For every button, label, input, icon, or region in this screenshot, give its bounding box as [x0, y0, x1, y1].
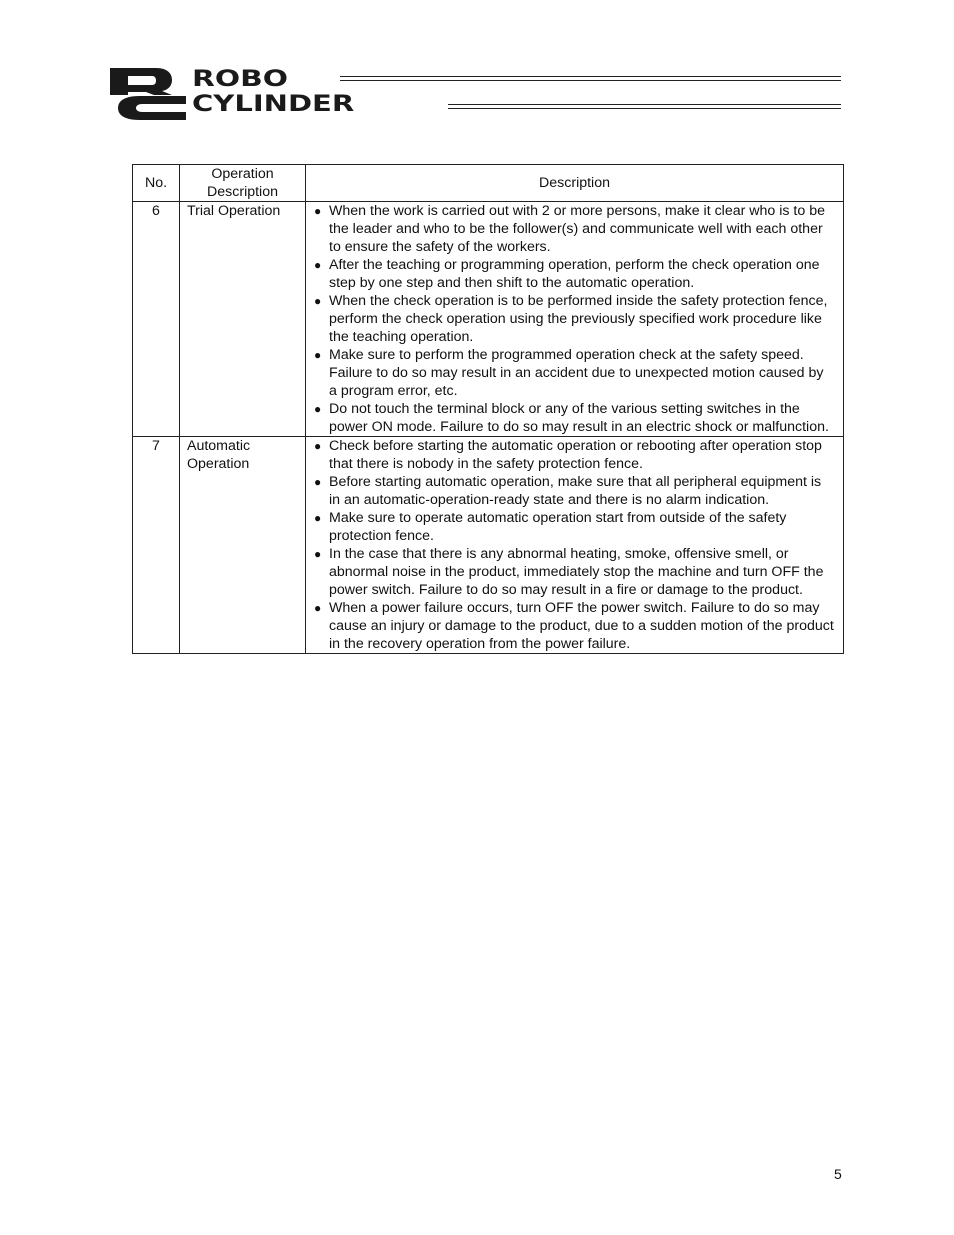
bullet-icon: ●: [314, 402, 322, 416]
brand-line-robo: ROBO: [192, 67, 289, 92]
table-row: [133, 437, 844, 654]
list-item: [314, 509, 835, 545]
list-item: [314, 346, 835, 400]
operation-name: Automatic Operation: [180, 437, 306, 654]
list-item: [314, 400, 835, 436]
rc-logo-mark: [110, 68, 186, 120]
header-rule: [448, 108, 841, 109]
header-rule: [340, 80, 841, 81]
list-item-text: When the work is carried out with 2 or more persons, make it clear who is to be the leader and who to be the follower(s) and communicate well with each other to ensure the safety of the workers.: [329, 203, 825, 255]
list-item-text: When a power failure occurs, turn OFF the power switch. Failure to do so may cause an injury or damage to the product, due to a sudden motion of the product in the recovery operation from the power failure.: [329, 600, 834, 652]
description-cell: [306, 202, 844, 437]
list-item-text: Check before starting the automatic operation or rebooting after operation stop that there is nobody in the safety protection fence.: [329, 438, 822, 472]
list-item-text: When the check operation is to be performed inside the safety protection fence, perform the check operation using the previously specified work procedure like the teaching operation.: [329, 293, 828, 345]
table-header-row: [133, 165, 844, 202]
robo-cylinder-logo: [110, 68, 850, 120]
description-list: [314, 202, 835, 436]
list-item: [314, 256, 835, 292]
bullet-icon: ●: [314, 601, 322, 615]
page-number: 5: [834, 1166, 842, 1182]
bullet-icon: ●: [314, 475, 322, 489]
description-list: [314, 437, 835, 653]
list-item-text: In the case that there is any abnormal heating, smoke, offensive smell, or abnormal noise in the product, immediately stop the machine and turn OFF the power switch. Failure to do so may result in a fire or damage to the product.: [329, 546, 824, 598]
column-header-description: Description: [306, 165, 844, 202]
bullet-icon: ●: [314, 258, 322, 272]
list-item-text: Make sure to perform the programmed operation check at the safety speed. Failure to do so may result in an accident due to unexpected motion caused by a program error, etc.: [329, 347, 824, 399]
row-number: 7: [133, 437, 180, 654]
column-header-operation: Operation Description: [180, 165, 306, 202]
column-header-no: No.: [133, 165, 180, 202]
list-item: [314, 599, 835, 653]
list-item-text: Before starting automatic operation, make sure that all peripheral equipment is in an automatic-operation-ready state and there is no alarm indication.: [329, 474, 822, 508]
header-rule: [340, 76, 841, 77]
list-item: [314, 292, 835, 346]
list-item-text: After the teaching or programming operation, perform the check operation one step by one step and then shift to the automatic operation.: [329, 257, 820, 291]
bullet-icon: ●: [314, 511, 322, 525]
bullet-icon: ●: [314, 439, 322, 453]
operation-name: Trial Operation: [180, 202, 306, 437]
bullet-icon: ●: [314, 294, 322, 308]
brand-line-cylinder: CYLINDER: [192, 92, 355, 117]
list-item-text: Do not touch the terminal block or any of the various setting switches in the power ON mode. Failure to do so may result in an electric shock or malfunction.: [329, 401, 829, 435]
row-number: 6: [133, 202, 180, 437]
bullet-icon: ●: [314, 204, 322, 218]
list-item: [314, 473, 835, 509]
list-item: [314, 437, 835, 473]
table-row: [133, 202, 844, 437]
header-rule: [448, 104, 841, 105]
bullet-icon: ●: [314, 547, 322, 561]
table-body: [133, 202, 844, 654]
description-cell: [306, 437, 844, 654]
list-item: [314, 202, 835, 256]
list-item: [314, 545, 835, 599]
bullet-icon: ●: [314, 348, 322, 362]
list-item-text: Make sure to operate automatic operation start from outside of the safety protection fence.: [329, 510, 787, 544]
operation-safety-table: [132, 164, 844, 654]
